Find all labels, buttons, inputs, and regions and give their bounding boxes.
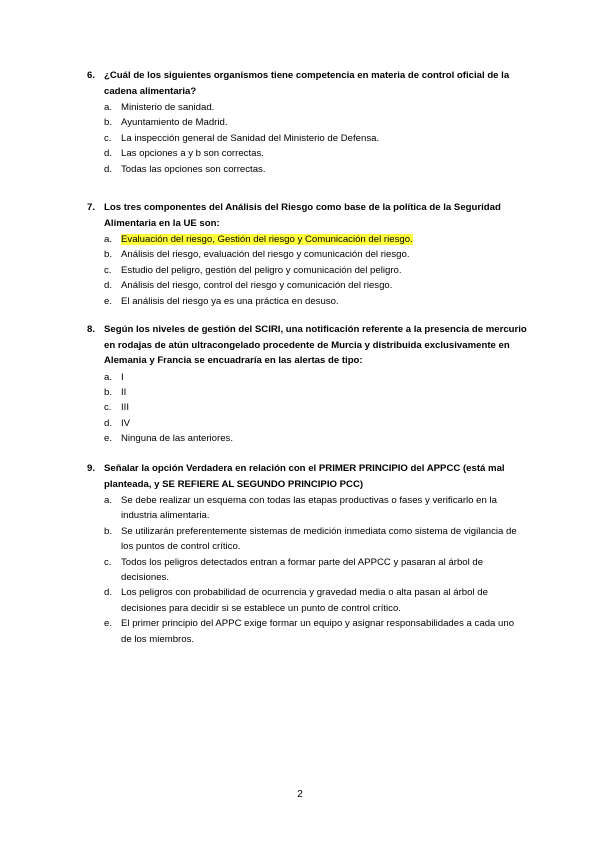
answer-options	[87, 370, 527, 447]
option-letter: e.	[104, 618, 113, 630]
option-letter: a.	[104, 495, 113, 506]
option-letter: e.	[104, 433, 113, 445]
answer-options	[87, 493, 527, 647]
answer-option	[87, 263, 527, 278]
option-text: Estudio del peligro, gestión del peligro y comunicación del peligro.	[121, 264, 402, 276]
answer-option	[87, 431, 527, 446]
question-heading	[87, 68, 527, 99]
question-9	[87, 461, 527, 647]
option-text: III	[121, 402, 129, 414]
option-text: Análisis del riesgo, control del riesgo y comunicación del riesgo.	[121, 280, 393, 292]
option-letter: d.	[104, 163, 113, 175]
option-letter: c.	[104, 132, 112, 144]
option-letter: b.	[104, 249, 113, 261]
question-number: 8.	[87, 324, 96, 335]
option-text: Ministerio de sanidad.	[121, 102, 215, 113]
question-text: ¿Cuál de los siguientes organismos tiene competencia en materia de control oficial de la cadena alimentaria?	[104, 70, 510, 97]
answer-option	[87, 493, 527, 524]
option-letter: b.	[104, 525, 113, 537]
option-letter: b.	[104, 386, 113, 398]
option-letter: d.	[104, 587, 113, 599]
option-text: Ayuntamiento de Madrid.	[121, 117, 228, 129]
option-letter: a.	[104, 102, 113, 113]
question-text: Señalar la opción Verdadera en relación con el PRIMER PRINCIPIO del APPCC (está mal planteada, y SE REFIERE AL SEGUNDO PRINCIPIO PCC)	[104, 463, 505, 490]
answer-option	[87, 616, 527, 647]
question-text: Los tres componentes del Análisis del Riesgo como base de la política de la Seguridad Alimentaria en la UE son:	[104, 202, 501, 229]
question-6	[87, 68, 527, 177]
option-letter: a.	[104, 371, 113, 383]
highlighted-answer-text: Evaluación del riesgo, Gestión del riesgo y Comunicación del riesgo.	[121, 234, 413, 245]
option-letter: e.	[104, 295, 113, 307]
option-text: II	[121, 386, 127, 398]
option-letter: c.	[104, 556, 112, 568]
answer-option	[87, 146, 527, 161]
option-letter: d.	[104, 417, 113, 429]
option-text: IV	[121, 417, 131, 429]
answer-option	[87, 115, 527, 130]
option-text: Análisis del riesgo, evaluación del riesgo y comunicación del riesgo.	[121, 249, 410, 261]
question-heading	[87, 200, 527, 231]
answer-option	[87, 100, 527, 115]
option-text: Los peligros con probabilidad de ocurrencia y gravedad media o alta pasan al árbol de decisiones para decidir si se establece un punto de control crítico.	[121, 587, 488, 614]
question-number: 9.	[87, 463, 96, 474]
option-text: Se utilizarán preferentemente sistemas de medición inmediata como sistema de vigilancia de los puntos de control crítico.	[121, 525, 517, 553]
option-letter: c.	[104, 264, 112, 276]
answer-option	[87, 370, 527, 385]
answer-option	[87, 524, 527, 555]
option-letter: d.	[104, 148, 113, 160]
question-heading	[87, 461, 527, 492]
option-text: La inspección general de Sanidad del Ministerio de Defensa.	[121, 132, 380, 144]
answer-option	[87, 585, 527, 616]
option-text: I	[121, 371, 124, 383]
option-letter: c.	[104, 402, 112, 414]
answer-option	[87, 162, 527, 177]
question-number: 6.	[87, 70, 96, 81]
answer-option	[87, 232, 527, 247]
question-text: Según los niveles de gestión del SCIRI, una notificación referente a la presencia de mercurio en rodajas de atún ultracongelado procedente de Murcia y distribuida exclusivamente en Alemania y Francia se encuadraría en las alertas de tipo:	[104, 324, 527, 366]
option-text: Se debe realizar un esquema con todas las etapas productivas o fases y verificarlo en la industria alimentaria.	[121, 495, 497, 522]
answer-option	[87, 555, 527, 586]
answer-option	[87, 385, 527, 400]
option-text: El análisis del riesgo ya es una práctica en desuso.	[121, 295, 339, 307]
answer-option	[87, 400, 527, 415]
option-text: Ninguna de las anteriores.	[121, 433, 233, 445]
option-text: Las opciones a y b son correctas.	[121, 148, 264, 160]
answer-options	[87, 232, 527, 309]
question-7	[87, 200, 527, 309]
answer-option	[87, 294, 527, 309]
answer-options	[87, 100, 527, 177]
answer-option	[87, 247, 527, 262]
question-8	[87, 322, 527, 447]
option-letter: a.	[104, 234, 113, 245]
option-text: Todos los peligros detectados entran a formar parte del APPCC y pasaran al árbol de decisiones.	[121, 556, 484, 584]
option-text: Todas las opciones son correctas.	[121, 163, 266, 175]
option-letter: b.	[104, 117, 113, 129]
page-number: 2	[297, 789, 303, 800]
question-number: 7.	[87, 202, 96, 213]
answer-option	[87, 278, 527, 293]
option-letter: d.	[104, 280, 113, 292]
question-heading	[87, 322, 527, 369]
answer-option	[87, 131, 527, 146]
answer-option	[87, 416, 527, 431]
option-text: El primer principio del APPC exige formar un equipo y asignar responsabilidades a cada uno de los miembros.	[121, 618, 515, 645]
